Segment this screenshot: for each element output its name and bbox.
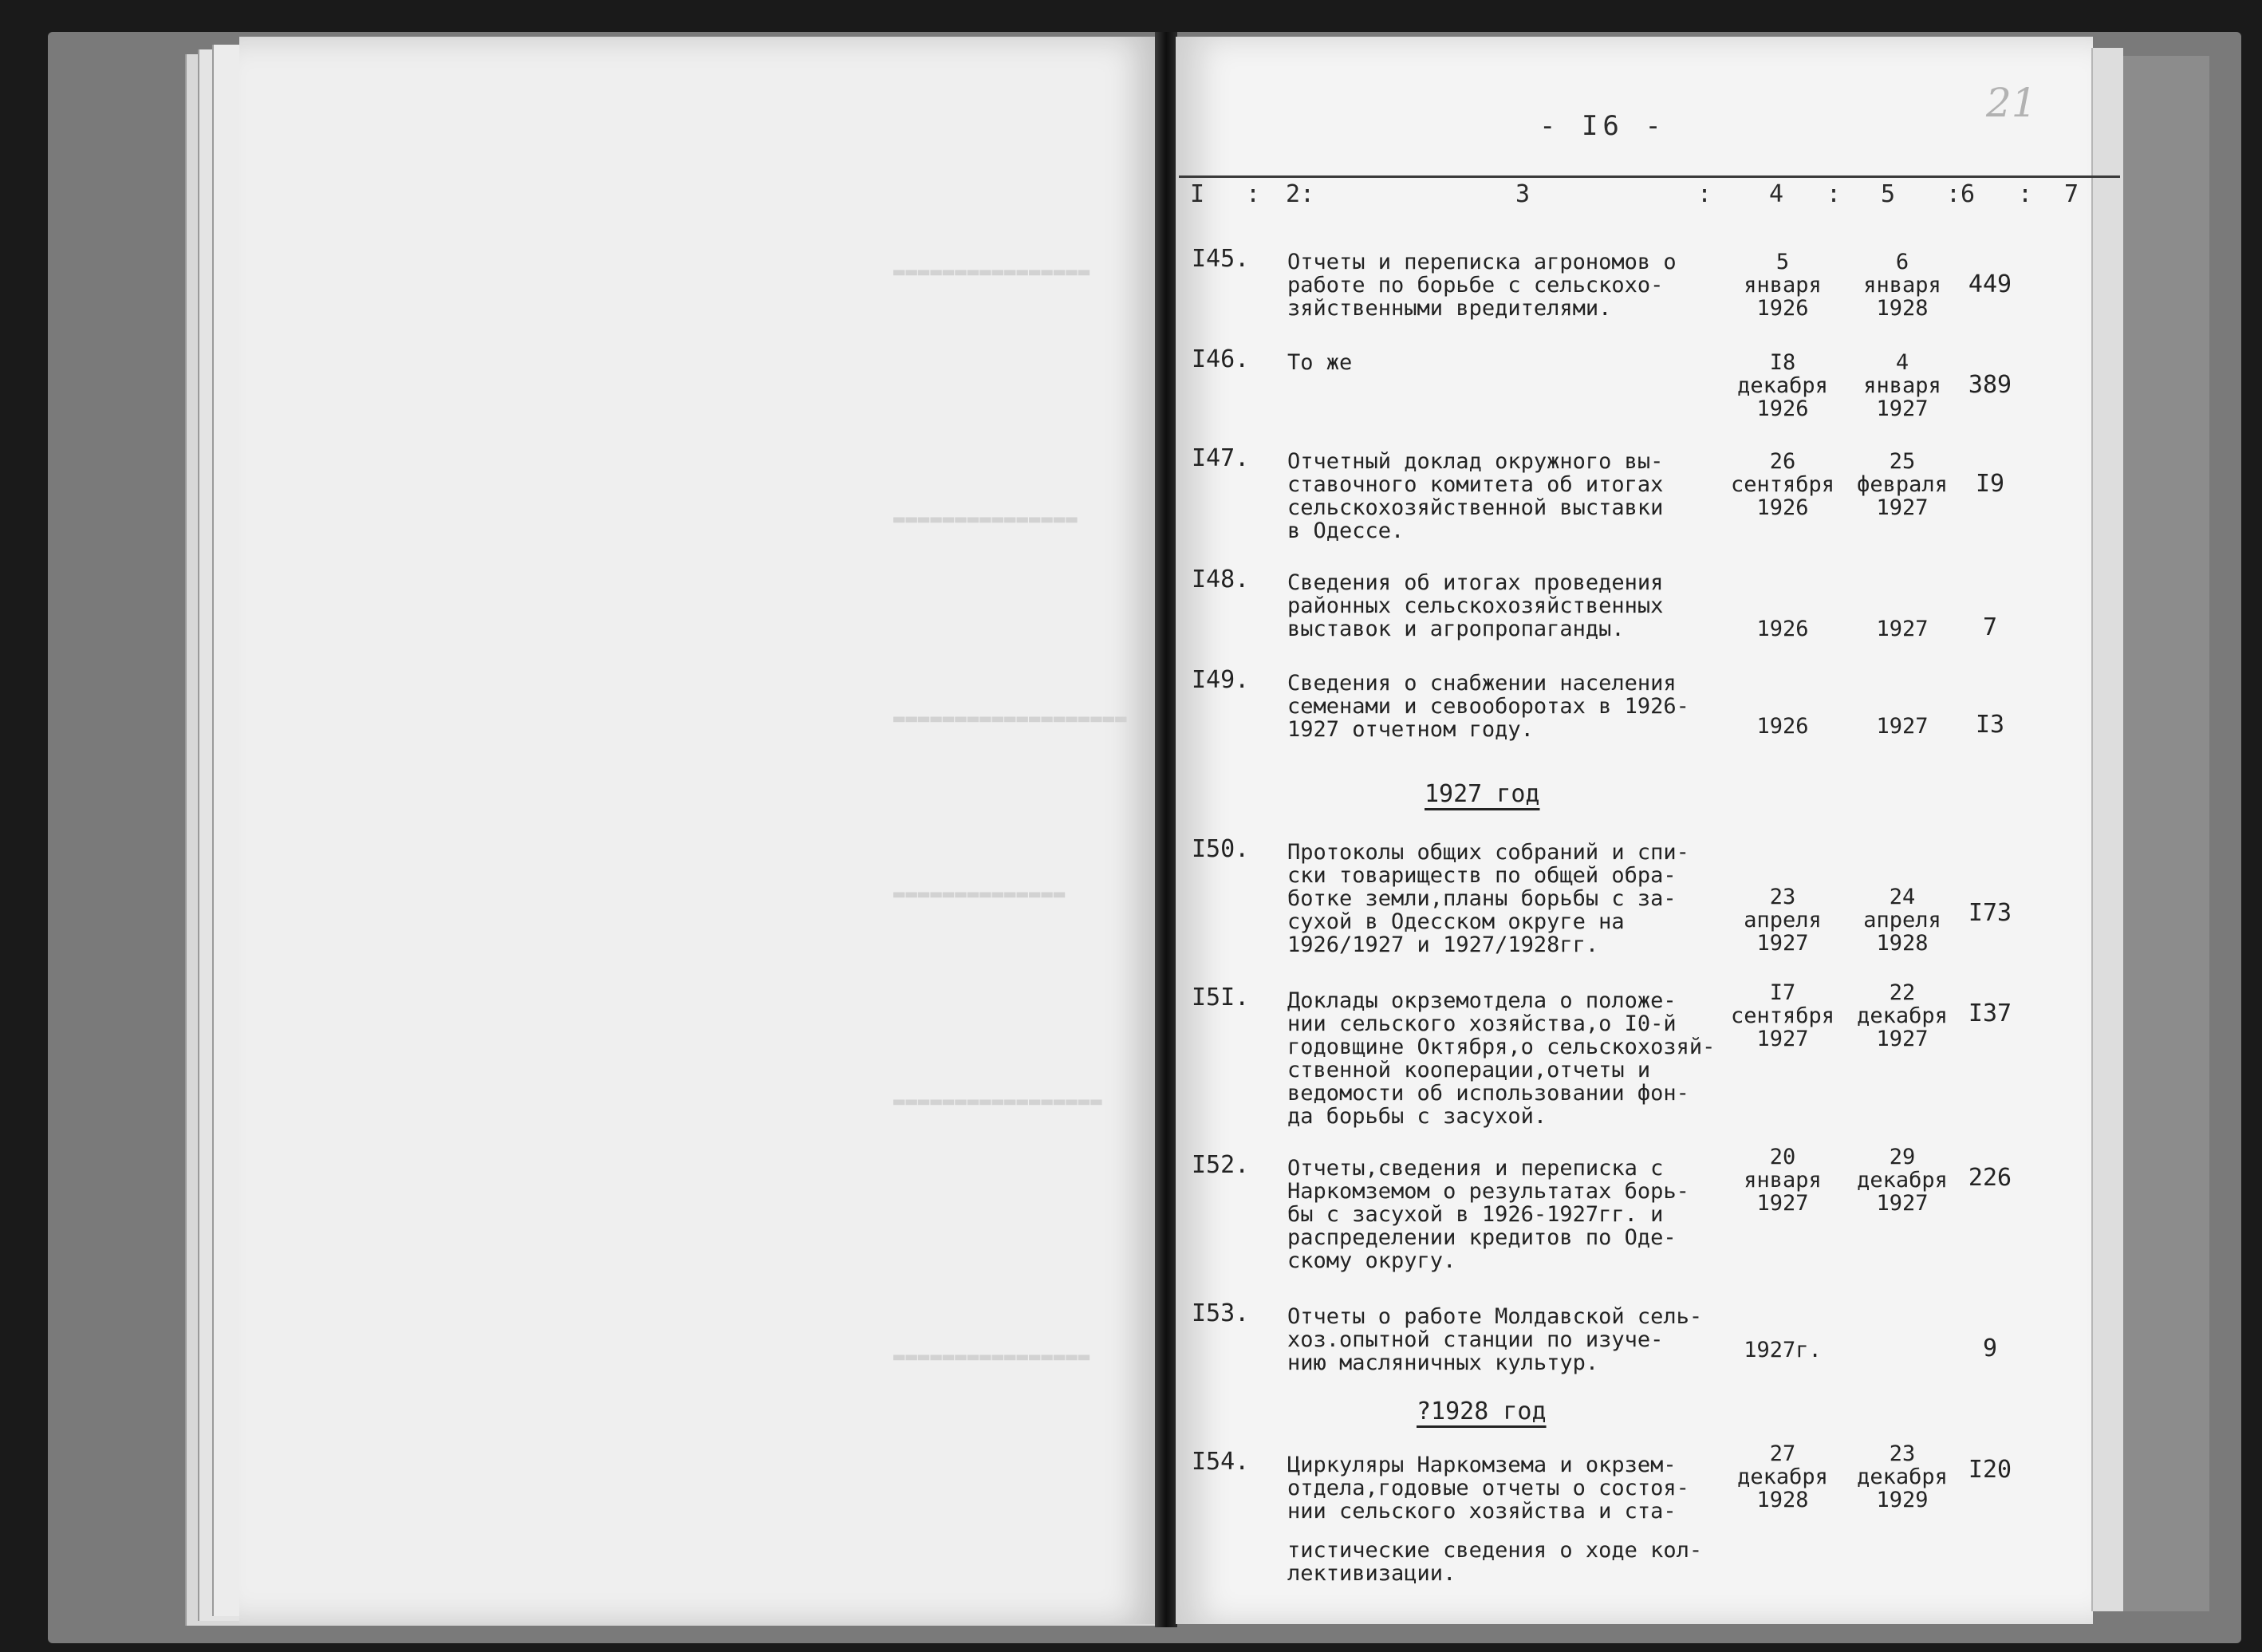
bleed-through-marks: ▬▬▬▬▬▬▬▬▬▬▬▬▬▬ xyxy=(893,882,1066,905)
entry-sheet-count: 9 xyxy=(1982,1335,1998,1362)
entry-number: I45. xyxy=(1192,245,1250,273)
entry-description: Циркуляры Наркомзема и окрзем- отдела,годовые отчеты о состоя- нии сельского хозяйства и ста- тистические сведения о ходе кол- лективизации. xyxy=(1287,1453,1703,1586)
entry-sheet-count: I9 xyxy=(1975,470,2005,498)
page-edge xyxy=(2091,48,2123,1611)
entry-description: Сведения об итогах проведения районных сельскохозяйственных выставок и агропропаганды. xyxy=(1287,570,1664,641)
entry-number: I46. xyxy=(1192,345,1250,373)
header-rule xyxy=(1179,175,2120,178)
entry-end-date: 1927 xyxy=(1876,714,1929,739)
column-header: 5 xyxy=(1881,180,1896,208)
entry-number: I49. xyxy=(1192,666,1250,694)
left-blank-page xyxy=(239,37,1161,1624)
entry-sheet-count: I37 xyxy=(1968,999,2012,1027)
entry-sheet-count: 449 xyxy=(1968,270,2012,298)
bleed-through-marks: ▬▬▬▬▬▬▬▬▬▬▬▬▬▬▬ xyxy=(893,507,1078,530)
folio-number: 21 xyxy=(1986,80,2037,126)
entry-description: Доклады окрземотдела о положе- нии сельского хозяйства,о I0-й годовщине Октября,о сельскохозяй- ственной кооперации,отчеты и ведомости об использовании фон- да борьбы с засухой. xyxy=(1287,988,1716,1129)
year-heading: ?1928 год xyxy=(1417,1398,1547,1425)
entry-sheet-count: I20 xyxy=(1968,1456,2012,1484)
bleed-through-marks: ▬▬▬▬▬▬▬▬▬▬▬▬▬▬▬▬ xyxy=(893,1345,1091,1367)
bleed-through-marks: ▬▬▬▬▬▬▬▬▬▬▬▬▬▬▬▬▬ xyxy=(893,1090,1103,1112)
entry-sheet-count: 226 xyxy=(1968,1164,2012,1192)
entry-start-date: 1926 xyxy=(1756,714,1809,739)
entry-number: I5I. xyxy=(1192,984,1250,1011)
page-number: - I6 - xyxy=(1539,110,1666,142)
entry-start-date: 27 декабря 1928 xyxy=(1737,1441,1828,1512)
entry-start-date: I7 сентября 1927 xyxy=(1730,980,1835,1051)
entry-start-date: 23 апреля 1927 xyxy=(1744,885,1822,956)
bleed-through-marks: ▬▬▬▬▬▬▬▬▬▬▬▬▬▬▬▬▬▬▬ xyxy=(893,707,1128,729)
entry-end-date: 6 января 1928 xyxy=(1863,250,1941,321)
book-spine xyxy=(1155,32,1177,1627)
entry-description: Отчеты,сведения и переписка с Наркомземом о результатах борь- бы с засухой в 1926-1927гг. и распределении кредитов по Оде- скому округу. xyxy=(1287,1156,1689,1273)
entry-sheet-count: I73 xyxy=(1968,899,2012,927)
entry-end-date: 24 апреля 1928 xyxy=(1863,885,1941,956)
entry-description: Отчеты и переписка агрономов о работе по борьбе с сельскохо- зяйственными вредителями. xyxy=(1287,250,1677,321)
entry-end-date: 29 декабря 1927 xyxy=(1857,1145,1948,1216)
entry-start-date: 20 января 1927 xyxy=(1744,1145,1822,1216)
entry-sheet-count: I3 xyxy=(1975,711,2005,739)
column-header: :6 xyxy=(1946,180,1976,208)
column-header: 7 xyxy=(2064,180,2079,208)
column-separator: : xyxy=(2018,180,2033,208)
column-separator: : xyxy=(1697,180,1712,208)
entry-start-date: 5 января 1926 xyxy=(1744,250,1822,321)
entry-end-date: 1927 xyxy=(1876,617,1929,641)
column-separator: : xyxy=(1827,180,1842,208)
entry-number: I52. xyxy=(1192,1151,1250,1179)
entry-description: Протоколы общих собраний и спи- ски товариществ по общей обра- ботке земли,планы борьбы с за- сухой в Одесском округе на 1926/1927 и 1927/1928гг. xyxy=(1287,840,1689,957)
entry-number: I54. xyxy=(1192,1448,1250,1476)
entry-sheet-count: 7 xyxy=(1982,613,1998,641)
column-header: 4 xyxy=(1769,180,1784,208)
entry-start-date: I8 декабря 1926 xyxy=(1737,350,1828,421)
entry-end-date: 25 февраля 1927 xyxy=(1857,449,1948,520)
entry-end-date: 4 января 1927 xyxy=(1863,350,1941,421)
column-separator: : xyxy=(1246,180,1261,208)
entry-start-date: 1926 xyxy=(1756,617,1809,641)
entry-description: Отчеты о работе Молдавской сель- хоз.опытной станции по изуче- нию масляничных культур. xyxy=(1287,1304,1703,1375)
entry-end-date: 22 декабря 1927 xyxy=(1857,980,1948,1051)
entry-start-date: 1927г. xyxy=(1744,1338,1822,1362)
entry-description: Сведения о снабжении населения семенами и севооборотах в 1926- 1927 отчетном году. xyxy=(1287,671,1689,742)
entry-end-date: 23 декабря 1929 xyxy=(1857,1441,1948,1512)
entry-sheet-count: 389 xyxy=(1968,371,2012,399)
entry-number: I48. xyxy=(1192,566,1250,593)
entry-description: Отчетный доклад окружного вы- ставочного комитета об итогах сельскохозяйственной выставки в Одессе. xyxy=(1287,449,1664,543)
year-heading: 1927 год xyxy=(1425,780,1540,808)
entry-start-date: 26 сентября 1926 xyxy=(1730,449,1835,520)
column-header: I xyxy=(1190,180,1205,208)
bleed-through-marks: ▬▬▬▬▬▬▬▬▬▬▬▬▬▬▬▬ xyxy=(893,260,1091,282)
column-header: 3 xyxy=(1515,180,1531,208)
column-header: 2: xyxy=(1286,180,1315,208)
entry-number: I50. xyxy=(1192,835,1250,863)
entry-description: То же xyxy=(1287,350,1353,375)
entry-number: I53. xyxy=(1192,1299,1250,1327)
entry-number: I47. xyxy=(1192,444,1250,472)
cover-edge xyxy=(2114,56,2209,1611)
